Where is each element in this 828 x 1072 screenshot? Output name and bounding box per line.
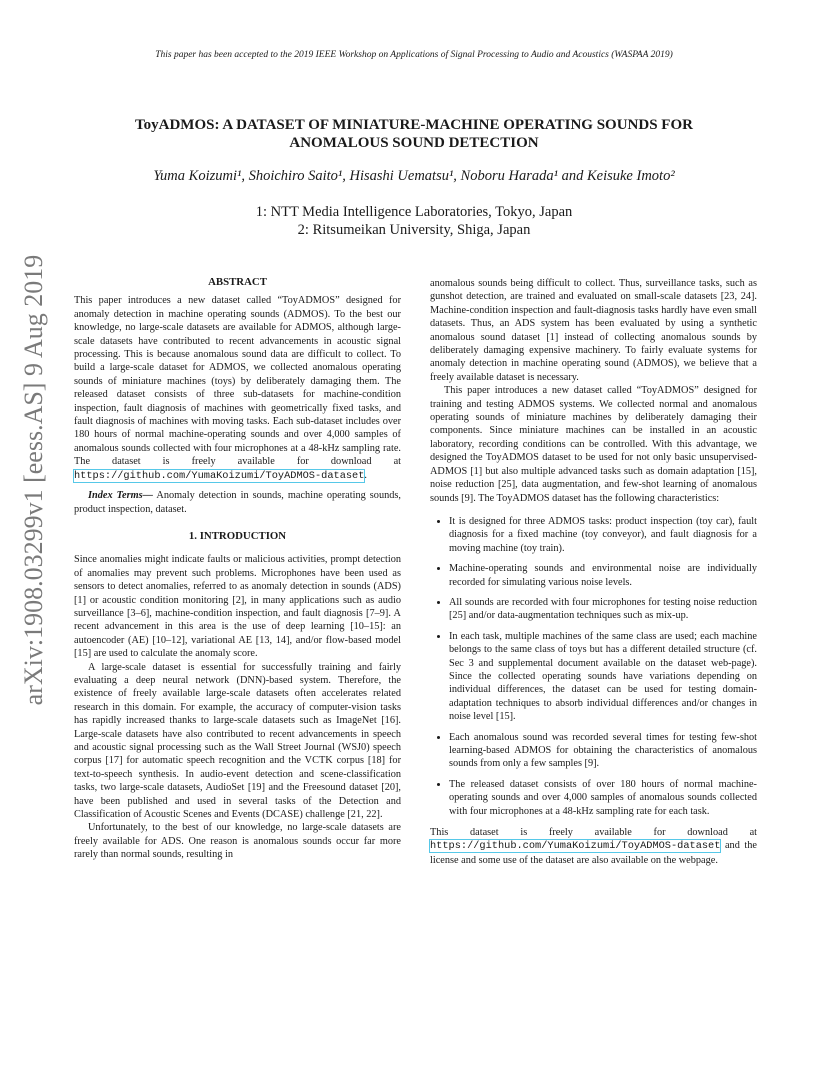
list-item: • Machine-operating sounds and environmental noise are individually recorded for simulating various noise levels. [449, 562, 757, 589]
list-item: • In each task, multiple machines of the same class are used; each machine belongs to the same class of toys but has a different detailed structure (cf. Sec 3 and supplemental document available on the dataset web-page). Since the collected operating sounds have variations depending on individual differences, the dataset can be used for testing domain-adaptation techniques to absorb individual differences and/or changes in noise level [15]. [449, 630, 757, 724]
title-line-1: ToyADMOS: A DATASET OF MINIATURE-MACHINE OPERATING SOUNDS FOR [135, 117, 693, 133]
download-text: This dataset is freely available for download at [430, 827, 757, 839]
list-item: • Each anomalous sound was recorded several times for testing few-shot learning-based ADMOS for obtaining the characteristics of anomalous sounds from only a few samples [9]. [449, 731, 757, 771]
intro-paragraph-2: A large-scale dataset is essential for successfully training and fairly evaluating a deep neural network (DNN)-based system. Therefore, the existence of freely available large-scale datasets often accelerates related research in this domain. For example, the accuracy of computer-vision tasks has rapidly increased thanks to large-scale datasets such as ImageNet [16]. Large-scale datasets have also contributed to recent advancements in speech and acoustic signal processing such as the Wall Street Journal (WSJ0) speech corpus [17] for automatic speech recognition and the VCTK corpus [18] for text-to-speech synthesis. In audio-event detection and scene-classification tasks, two large-scale datasets, AudioSet [19] and the Freesound dataset [20], have been published and used in several tasks of the Detection and Classification of Acoustic Scenes and Events (DCASE) challenge [21, 22]. [74, 661, 401, 821]
left-column [74, 276, 401, 862]
title-line-2: ANOMALOUS SOUND DETECTION [289, 135, 539, 151]
abstract-end: . [364, 469, 367, 481]
arxiv-sidebar [17, 254, 51, 706]
list-item: • All sounds are recorded with four microphones for testing noise reduction [25] and/or data-augmentation techniques such as mix-up. [449, 596, 757, 623]
author-list: Yuma Koizumi¹, Shoichiro Saito¹, Hisashi Uematsu¹, Noboru Harada¹ and Keisuke Imoto² [153, 168, 675, 184]
intro-paragraph-1: Since anomalies might indicate faults or malicious activities, prompt detection of anomalies may prevent such problems. Microphones have been used as sensors to detect anomalies, referred to as anomaly detection in sounds (ADS) [1] or acoustic condition monitoring [2], in many applications such as audio surveillance [3–6], machine-condition inspection, and fault diagnosis [7–9]. A recent advancement in this area is the use of deep learning [10–15]: an autoencoder (AE) [10–12], variational AE [13, 14], and/or flow-based model [15] are used to calculate the anomaly score. [74, 554, 401, 660]
publication-note: This paper has been accepted to the 2019 IEEE Workshop on Applications of Signal Processing to Audio and Acoustics (WASPAA 2019) [155, 50, 673, 60]
intro-paragraph-3: Unfortunately, to the best of our knowledge, no large-scale datasets are freely available for ADS. One reason is anomalous sounds occur far more rarely than normal sounds, resulting in [74, 822, 401, 861]
introduction-heading: 1. INTRODUCTION [188, 529, 287, 542]
abstract-text [74, 294, 401, 483]
characteristics-list [430, 515, 757, 818]
index-terms [74, 489, 401, 516]
license-text: and the license and some use of the dataset are also available on the webpage. [430, 840, 757, 866]
list-item: • It is designed for three ADMOS tasks: product inspection (toy car), fault diagnosis for a fixed machine (toy conveyor), and fault diagnosis for a moving machine (toy train). [449, 515, 757, 555]
right-paragraph-2: This paper introduces a new dataset called “ToyADMOS” designed for training and testing ADMOS systems. We collected normal and anomalous operating sounds of miniature machines by deliberately damaging their components. Since miniature machines can be installed in an acoustic laboratory, recording conditions can be controlled. With this advantage, we designed the ToyADMOS dataset to be used for not only basic unsupervised-ADMOS [1] but also multiple advanced tasks such as domain adaptation [15], noise reduction [25], data augmentation, and few-shot learning of anomalous sounds [9]. The ToyADMOS dataset has the following characteristics: [430, 385, 757, 504]
list-item: • The released dataset consists of over 180 hours of normal machine-operating sounds and over 4,000 samples of anomalous sounds collected with four microphones at a 48-kHz sampling rate for each task. [449, 778, 757, 818]
affiliation-1: 1: NTT Media Intelligence Laboratories, Tokyo, Japan [255, 204, 573, 220]
right-paragraph-1: anomalous sounds being difficult to collect. Thus, surveillance tasks, such as gunshot detection, are trained and evaluated on small-scale datasets [23, 24]. Machine-condition inspection and fault-diagnosis tasks hardly have even small datasets. Thus, an ADS system has been evaluated by using a synthetic anomalous sound dataset [1] instead of collecting anomalous sounds by deliberately damaging expensive machinery. To fairly evaluate systems for anomaly detection in machine operating sound (ADMOS), we believe that a freely available dataset is necessary. [430, 278, 757, 383]
affiliation-2: 2: Ritsumeikan University, Shiga, Japan [297, 222, 531, 238]
index-terms-label: Index Terms— [88, 490, 153, 502]
right-column [430, 277, 757, 867]
dataset-webpage-link[interactable]: https://github.com/YumaKoizumi/ToyADMOS-dataset [430, 840, 721, 853]
right-paragraph-3 [430, 826, 757, 867]
abstract-heading: ABSTRACT [208, 276, 267, 288]
arxiv-identifier: arXiv:1908.03299v1 [eess.AS] 9 Aug 2019 [19, 254, 48, 706]
dataset-link[interactable]: https://github.com/YumaKoizumi/ToyADMOS-dataset [74, 469, 365, 482]
abstract-body: This paper introduces a new dataset called “ToyADMOS” designed for anomaly detection in machine operating sounds (ADMOS). To the best our knowledge, no large-scale datasets are available for ADMOS, although large-scale datasets have contributed to recent advancements in acoustic signal processing. This is because anomalous sound data are difficult to collect. To build a large-scale dataset for ADMOS, we collected anomalous operating sounds of miniature machines (toys) by deliberately damaging them. The released dataset consists of three sub-datasets for machine-condition inspection, fault diagnosis of machines with geometrically fixed tasks, and fault diagnosis of machines with moving tasks. Each sub-dataset includes over 180 hours of normal machine-operating sounds and over 4,000 samples of anomalous sounds collected with four microphones at a 48-kHz sampling rate. The dataset is freely available for download at [74, 295, 401, 468]
paper-title [90, 116, 738, 152]
index-terms-text: Anomaly detection in sounds, machine operating sounds, product inspection, dataset. [74, 490, 401, 515]
